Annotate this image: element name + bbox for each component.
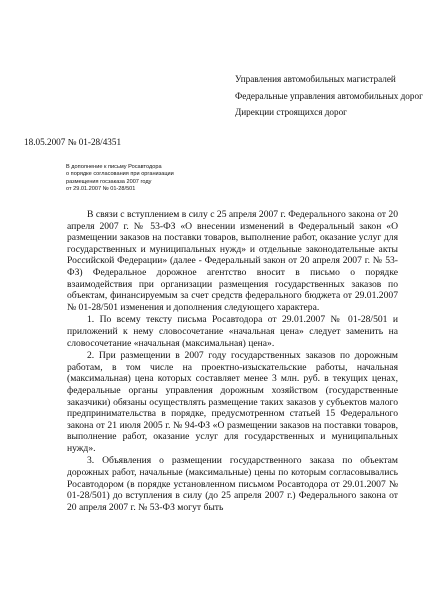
addressee-line: Управления автомобильных магистралей	[235, 74, 396, 84]
addressee-line: Федеральные управления автомобильных дорог	[235, 90, 423, 101]
addressees-block	[235, 74, 425, 124]
addressee-line: Дирекции строящихся дорог	[235, 107, 347, 117]
body-paragraph: 2. При размещении в 2007 году государственных заказов по дорожным работам, в том числе на проектно-изыскательские работы, начальная (максимальная) цена которых составляет менее 3 млн. руб. в текущих ценах, федеральные органы управления дорожным хозяйством (государственные заказчики) обязаны осуществлять размещение таких заказов у субъектов малого предпринимательства в порядке, предусмотренном статьей 15 Федерального закона от 21 июля 2005 г. № 94-ФЗ «О размещении заказов на поставки товаров, выполнение работ, оказание услуг для государственных и муниципальных нужд».	[67, 350, 398, 454]
note-line: размещения госзаказа 2007 году	[66, 178, 152, 185]
body-paragraph: 3. Объявления о размещении государственного заказа по объектам дорожных работ, начальные (максимальные) цены по которым согласовывались Росавтодором (в порядке установленном письмом Росавтодора от 29.01.2007 № 01-28/501) до вступления в силу (до 25 апреля 2007 г.) Федерального закона от 20 апреля 2007 г. № 53-ФЗ могут быть	[67, 455, 398, 513]
letter-reference: 18.05.2007 № 01-28/4351	[24, 137, 122, 147]
letter-body	[67, 209, 398, 514]
note-line: В дополнение к письму Росавтодора	[66, 164, 162, 170]
body-paragraph: 1. По всему тексту письма Росавтодора от 29.01.2007 № 01-28/501 и приложений к нему словосочетание «начальная цена» следует заменить на словосочетание «начальная (максимальная) цена».	[67, 314, 398, 349]
note-line: от 29.01.2007 № 01-28/501	[66, 186, 136, 193]
note-line: о порядке согласования при организации	[66, 171, 174, 178]
body-paragraph: В связи с вступлением в силу с 25 апреля 2007 г. Федерального закона от 20 апреля 2007 г. № 53-ФЗ «О внесении изменений в Федеральный закон «О размещении заказов на поставки товаров, выполнение работ, оказание услуг для государственных и муниципальных нужд» и отдельные законодательные акты Российской Федерации» (далее - Федеральный закон от 20 апреля 2007 г. № 53-ФЗ) Федеральное дорожное агентство вносит в письмо о порядке взаимодействия при организации размещения государственных заказов по объектам, финансируемым за счет средств федерального бюджета от 29.01.2007 № 01-28/501 изменения и дополнения следующего характера.	[67, 209, 398, 313]
subject-note	[66, 164, 216, 194]
